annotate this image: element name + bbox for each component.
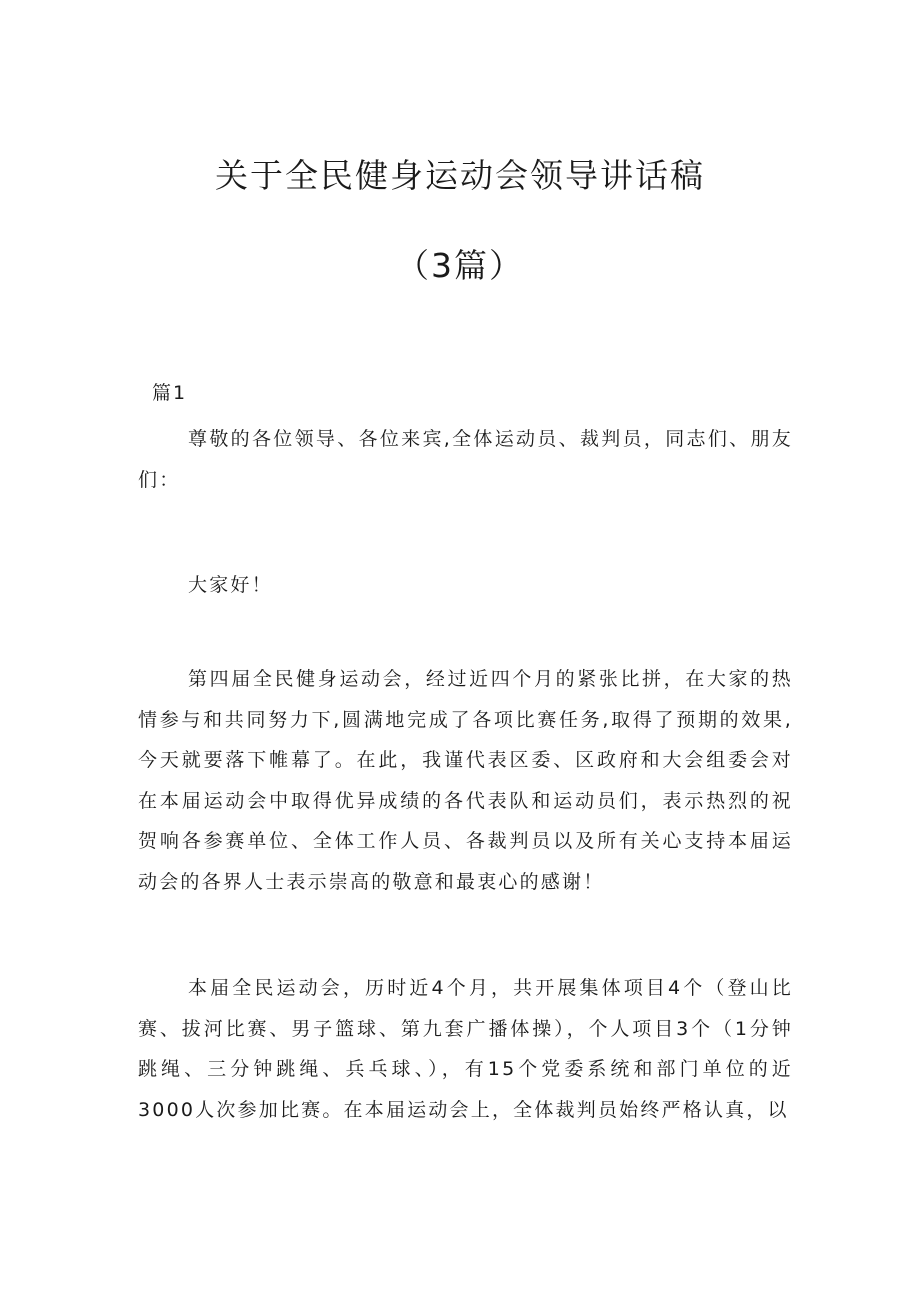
document-title: 关于全民健身运动会领导讲话稿	[215, 156, 705, 195]
paragraph-body: 本届全民运动会，历时近4个月，共开展集体项目4个（登山比赛、拔河比赛、男子篮球、第九套广播体操），个人项目3个（1分钟跳绳、三分钟跳绳、兵乓球、），有15个党委系统和部门单位的近3000人次参加比赛。在本届运动会上，全体裁判员始终严格认真，以	[138, 977, 793, 1121]
paragraph-body: 第四届全民健身运动会，经过近四个月的紧张比拼，在大家的热情参与和共同努力下,圆满地完成了各项比赛任务,取得了预期的效果,今天就要落下帷幕了。在此，我谨代表区委、区政府和大会组委会对在本届运动会中取得优异成绩的各代表队和运动员们，表示热烈的祝贺响各参赛单位、全体工作人员、各裁判员以及所有关心支持本届运动会的各界人士表示崇高的敬意和最衷心的感谢！	[138, 668, 793, 893]
paragraph-salutation: 尊敬的各位领导、各位来宾,全体运动员、裁判员，同志们、朋友们：	[138, 428, 793, 491]
document-subtitle: （3篇）	[396, 246, 524, 285]
section-label: 篇1	[152, 382, 188, 404]
paragraph-greeting: 大家好！	[188, 574, 273, 596]
